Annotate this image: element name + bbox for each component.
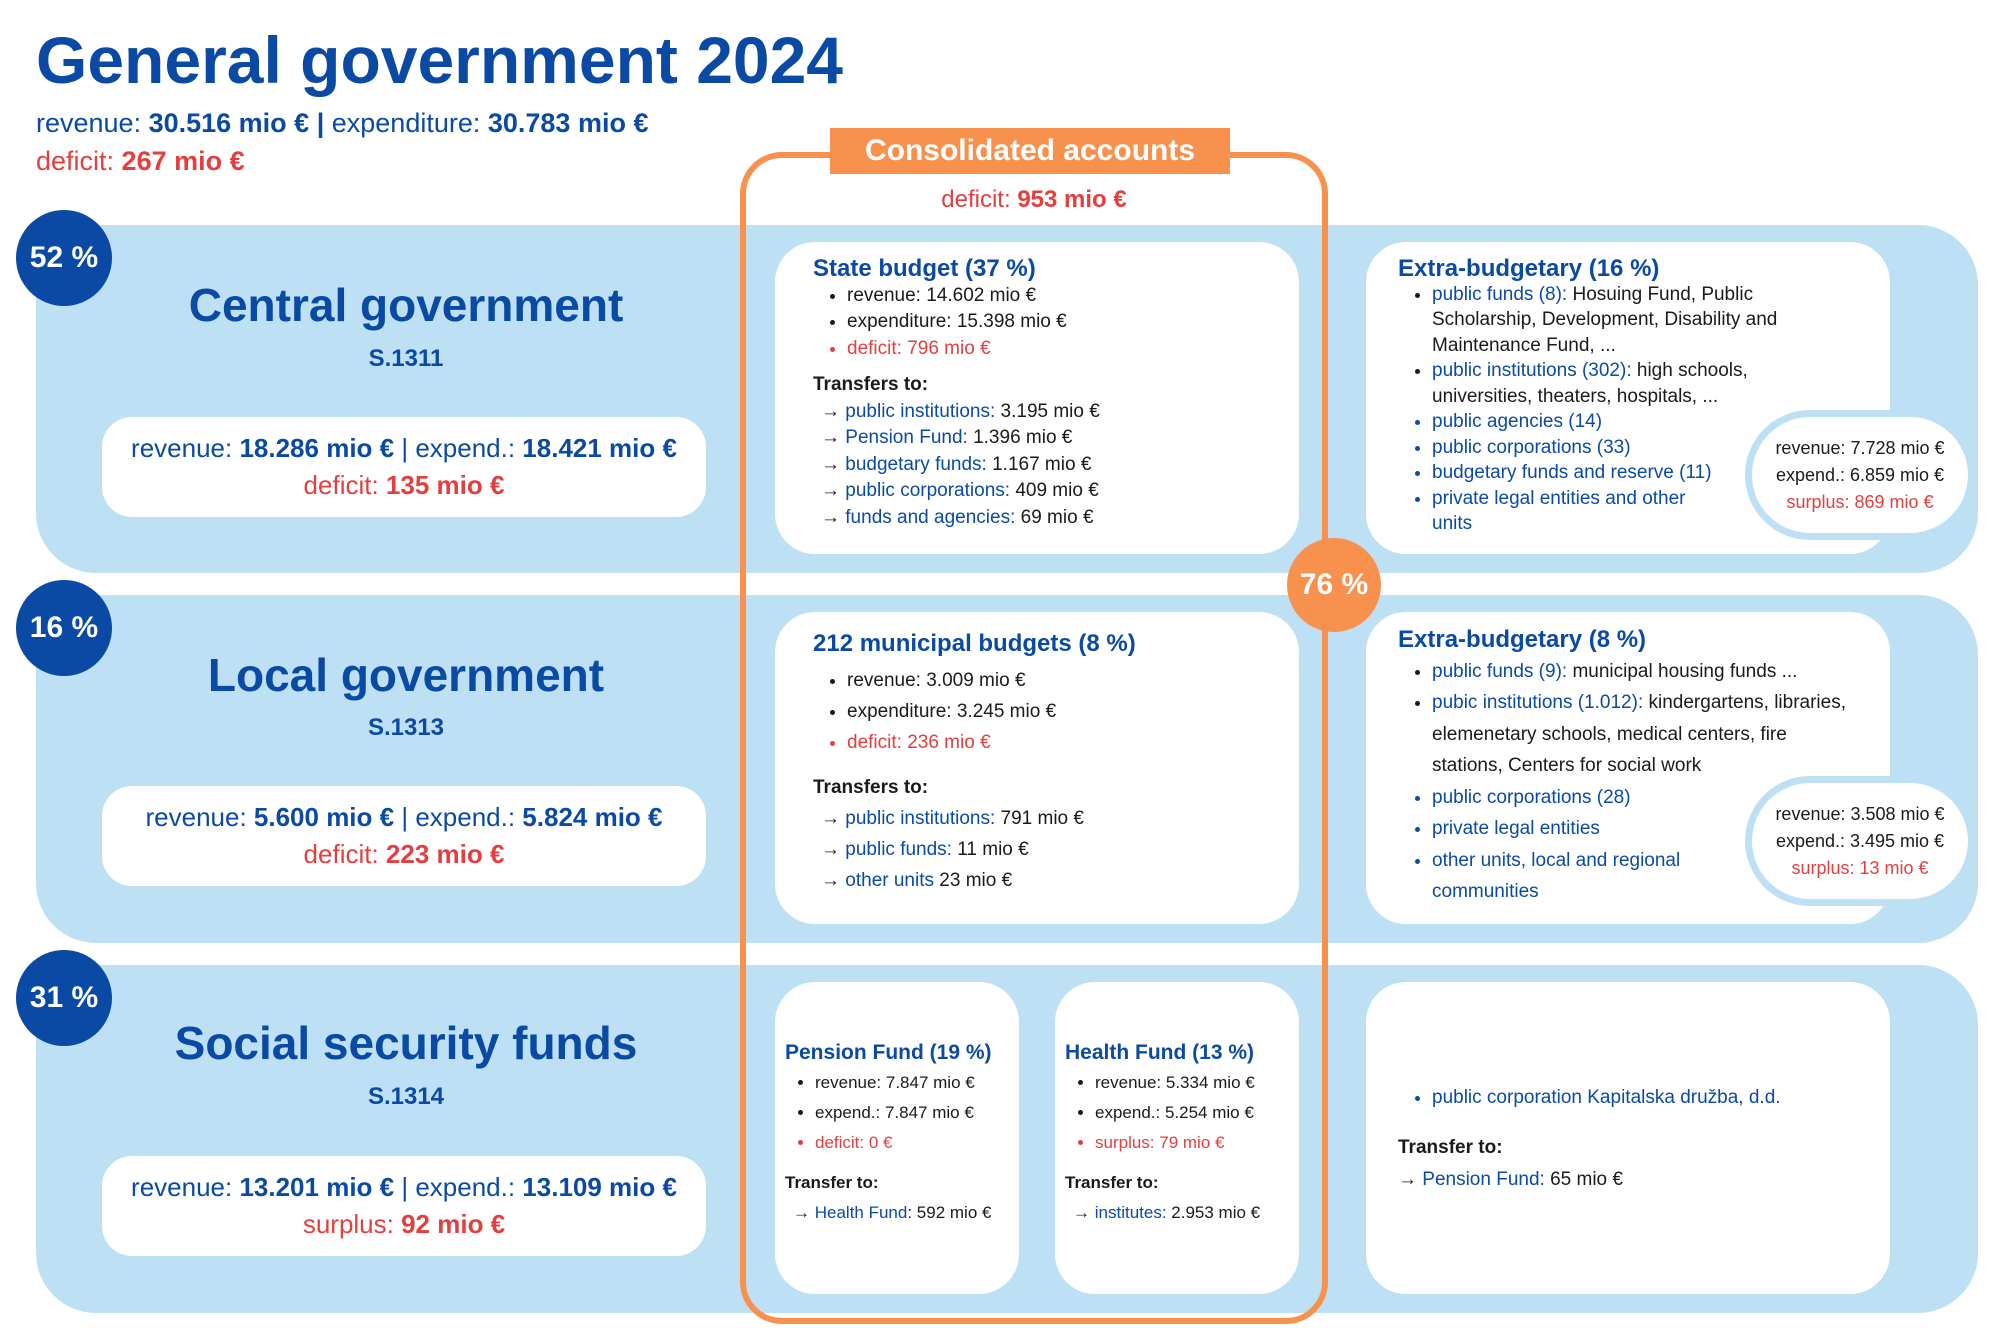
transfer-amount: 1.396 mio €	[967, 427, 1073, 448]
revenue-label: revenue:	[131, 433, 240, 463]
state-budget-title: State budget (37 %)	[813, 255, 1036, 282]
item-text: Hosuing Fund, Public	[1567, 283, 1754, 305]
municipal-revenue: • revenue: 3.009 mio €	[847, 665, 1299, 696]
municipal-deficit: • deficit: 236 mio €	[847, 727, 1299, 758]
transfer-amount: 69 mio €	[1015, 506, 1094, 528]
deficit-value: 267 mio €	[121, 146, 245, 176]
item-text: communities	[1432, 881, 1539, 902]
transfer-target: institutes:	[1094, 1203, 1167, 1222]
central-share-badge: 52 %	[16, 210, 112, 306]
health-revenue: • revenue: 5.334 mio €	[1095, 1068, 1299, 1098]
state-budget-revenue: • revenue: 14.602 mio €	[847, 283, 1299, 310]
transfer-target: Health Fund	[814, 1203, 908, 1222]
social-extra-card	[1366, 982, 1890, 1294]
health-fund-title: Health Fund (13 %)	[1065, 1041, 1255, 1064]
social-code: S.1314	[367, 1083, 445, 1110]
transfer-target: public funds:	[845, 839, 952, 860]
item-text: high schools,	[1631, 360, 1748, 381]
expend-label: expend.:	[415, 433, 523, 463]
local-extra-title: Extra-budgetary (8 %)	[1398, 626, 1647, 653]
bubble-revenue: revenue: 7.728 mio €	[1775, 437, 1945, 458]
expenditure-value: 30.783 mio €	[487, 108, 649, 138]
balance-label: surplus:	[302, 1209, 402, 1239]
central-title: Central government	[188, 279, 624, 331]
transfer-amount: 23 mio €	[934, 870, 1013, 891]
pension-balance: • deficit: 0 €	[815, 1128, 1019, 1158]
municipal-title: 212 municipal budgets (8 %)	[813, 630, 1136, 657]
transfers-heading: Transfer to:	[1065, 1173, 1159, 1192]
social-share-badge: 31 %	[16, 950, 112, 1046]
general-summary	[36, 108, 648, 139]
transfer-target: public institutions:	[845, 808, 996, 829]
central-extra-title: Extra-budgetary (16 %)	[1398, 255, 1660, 282]
balance-value: 92 mio €	[401, 1209, 506, 1239]
expend-value: 18.421 mio €	[522, 433, 677, 463]
bubble-balance: surplus: 869 mio €	[1786, 491, 1934, 512]
arrow: →	[821, 870, 846, 891]
arrow: →	[821, 480, 846, 501]
item-text: elemenetary schools, medical centers, fire	[1432, 723, 1787, 745]
transfer-amount: 65 mio €	[1544, 1169, 1623, 1190]
transfer-target: Pension Fund:	[845, 427, 968, 448]
list-item	[1432, 656, 1890, 688]
deficit-label: deficit:	[36, 146, 122, 176]
bubble-revenue: revenue: 3.508 mio €	[1775, 803, 1945, 824]
item-text: municipal housing funds ...	[1567, 660, 1798, 682]
transfer-target: public institutions:	[845, 400, 996, 422]
transfer-target: other units	[845, 870, 935, 891]
transfer-amount: 409 mio €	[1010, 480, 1099, 501]
arrow: →	[821, 453, 846, 475]
balance-label: deficit:	[303, 470, 386, 500]
expenditure-label: expenditure:	[331, 108, 488, 138]
separator: |	[309, 108, 332, 138]
transfer-target: funds and agencies:	[845, 506, 1016, 528]
balance-value: 135 mio €	[385, 470, 505, 500]
transfer-amount: 2.953 mio €	[1166, 1203, 1261, 1222]
pension-expend: • expend.: 7.847 mio €	[815, 1098, 1019, 1128]
arrow: →	[821, 506, 846, 528]
consolidated-accounts-frame	[740, 152, 1328, 1324]
item-text: stations, Centers for social work	[1432, 755, 1702, 776]
expend-label: expend.:	[415, 1172, 523, 1202]
item-label: public institutions (302):	[1432, 360, 1632, 381]
local-code: S.1313	[367, 714, 445, 741]
local-extra-summary-bubble	[1745, 776, 1975, 906]
health-expend: • expend.: 5.254 mio €	[1095, 1098, 1299, 1128]
separator: |	[394, 802, 416, 832]
item-label: public funds (8):	[1432, 283, 1568, 305]
bubble-expend: expend.: 6.859 mio €	[1775, 464, 1945, 485]
list-item: • private legal entities	[1432, 813, 1890, 845]
revenue-label: revenue:	[145, 802, 254, 832]
revenue-value: 13.201 mio €	[239, 1172, 395, 1202]
page-title: General government 2024	[36, 23, 844, 97]
list-item	[1432, 687, 1890, 782]
transfer-amount: 791 mio €	[995, 808, 1084, 829]
expend-label: expend.:	[415, 802, 523, 832]
social-title: Social security funds	[174, 1017, 638, 1069]
arrow: →	[821, 808, 846, 829]
state-budget-expenditure: • expenditure: 15.398 mio €	[847, 309, 1299, 336]
list-item: • public corporations (28)	[1432, 782, 1890, 814]
expend-value: 13.109 mio €	[522, 1172, 677, 1202]
item-label: public funds (9):	[1432, 660, 1568, 682]
transfer-target: public corporations:	[845, 480, 1011, 501]
expend-value: 5.824 mio €	[522, 802, 663, 832]
consolidated-accounts-label: Consolidated accounts	[830, 128, 1230, 174]
transfer-amount: 3.195 mio €	[995, 400, 1100, 422]
transfers-heading: Transfer to:	[785, 1173, 879, 1192]
social-summary	[102, 1156, 706, 1256]
list-item: • public agencies (14)	[1432, 409, 1890, 435]
arrow: →	[1398, 1169, 1423, 1190]
balance-value: 223 mio €	[385, 839, 505, 869]
revenue-label: revenue:	[36, 108, 149, 138]
arrow: →	[1073, 1203, 1095, 1222]
state-budget-deficit: • deficit: 796 mio €	[847, 336, 1299, 363]
deficit-label: deficit:	[941, 186, 1018, 213]
consolidated-deficit	[740, 186, 1328, 214]
bubble-balance: surplus: 13 mio €	[1791, 857, 1929, 878]
health-balance: • surplus: 79 mio €	[1095, 1128, 1299, 1158]
item-label: private legal entities and other	[1432, 487, 1686, 509]
municipal-expenditure: • expenditure: 3.245 mio €	[847, 696, 1299, 727]
arrow: →	[793, 1203, 815, 1222]
central-extra-summary-bubble	[1745, 410, 1975, 540]
transfer-row	[1398, 1164, 1890, 1196]
item-text: kindergartens, libraries,	[1643, 692, 1846, 713]
central-summary	[102, 417, 706, 517]
arrow: →	[821, 839, 846, 860]
item-text: Scholarship, Development, Disability and	[1432, 309, 1778, 330]
pension-revenue: • revenue: 7.847 mio €	[815, 1068, 1019, 1098]
transfer-amount: 1.167 mio €	[986, 453, 1092, 475]
local-share-badge: 16 %	[16, 580, 112, 676]
balance-label: deficit:	[303, 839, 386, 869]
transfers-heading: Transfers to:	[813, 777, 929, 798]
transfers-heading: Transfers to:	[813, 374, 929, 395]
revenue-value: 5.600 mio €	[253, 802, 395, 832]
bubble-expend: expend.: 3.495 mio €	[1775, 830, 1945, 851]
item-text: units	[1432, 513, 1473, 534]
arrow: →	[821, 400, 846, 422]
transfer-amount: 11 mio €	[951, 839, 1029, 860]
list-item: • budgetary funds and reserve (11)	[1432, 460, 1890, 486]
transfer-amount: : 592 mio €	[907, 1203, 992, 1222]
consolidated-share-badge: 76 %	[1287, 538, 1381, 632]
deficit-value: 953 mio €	[1017, 186, 1127, 213]
revenue-label: revenue:	[131, 1172, 240, 1202]
list-item	[1432, 358, 1890, 409]
revenue-value: 18.286 mio €	[239, 433, 395, 463]
transfer-target: budgetary funds:	[845, 453, 987, 475]
transfers-heading: Transfer to:	[1398, 1137, 1503, 1158]
central-code: S.1311	[368, 345, 444, 372]
list-item	[1432, 282, 1890, 359]
general-deficit	[36, 146, 245, 177]
item-text: Maintenance Fund, ...	[1432, 334, 1616, 356]
arrow: →	[821, 427, 846, 448]
separator: |	[394, 433, 416, 463]
separator: |	[394, 1172, 416, 1202]
pension-fund-title: Pension Fund (19 %)	[785, 1041, 992, 1064]
item-text: universities, theaters, hospitals, ...	[1432, 385, 1719, 407]
local-summary	[102, 786, 706, 886]
list-item: • public corporation Kapitalska družba, d.d.	[1432, 1082, 1890, 1114]
item-label: pubic institutions (1.012):	[1432, 692, 1644, 713]
social-extra-list	[1398, 1082, 1890, 1114]
item-label: other units, local and regional	[1432, 849, 1681, 871]
revenue-value: 30.516 mio €	[148, 108, 310, 138]
local-title: Local government	[207, 649, 605, 701]
list-item: • public corporations (33)	[1432, 435, 1890, 461]
transfer-target: Pension Fund:	[1422, 1169, 1545, 1190]
